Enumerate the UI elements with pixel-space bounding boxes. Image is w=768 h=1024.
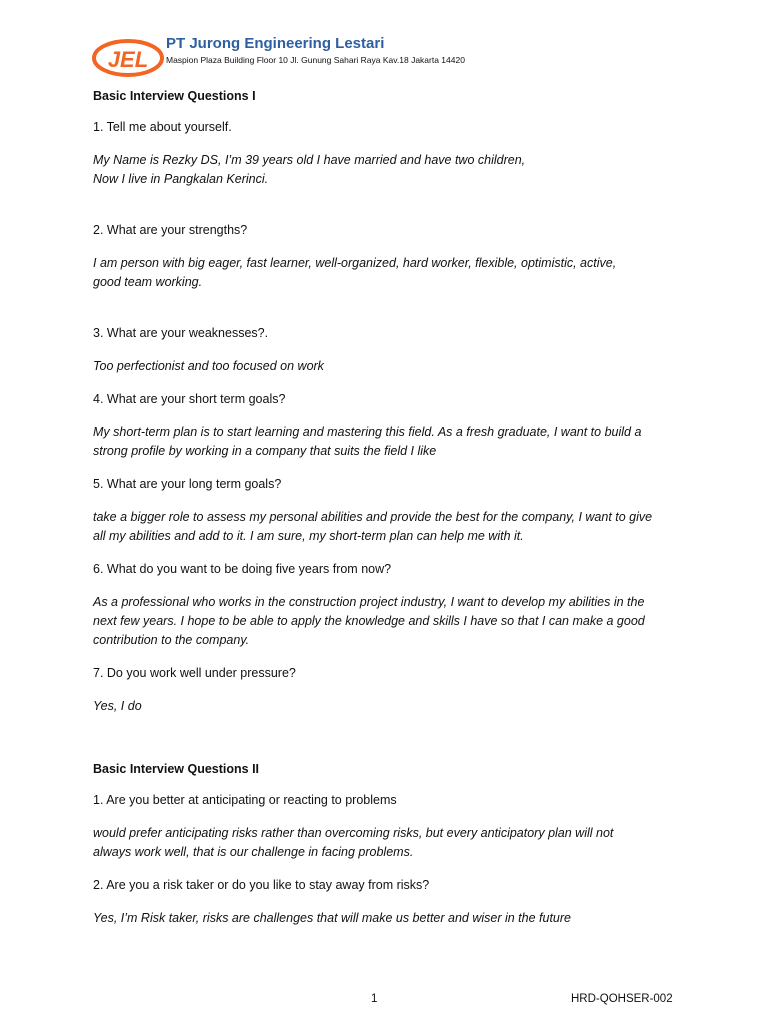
question: 2. What are your strengths? [93,223,248,237]
answer: take a bigger role to assess my personal abilities and provide the best for the company, I want to give all my abilities and add to it. I am sure, my short-term plan can help me with it. [93,510,653,543]
answer: Yes, I do [93,699,142,713]
question: 1. Tell me about yourself. [93,120,232,134]
document-code: HRD-QOHSER-002 [571,993,673,1005]
question: 2. Are you a risk taker or do you like to stay away from risks? [93,878,430,892]
section-title: Basic Interview Questions II [93,762,260,776]
document-body [93,89,683,928]
logo-text: JEL [107,47,149,72]
company-logo [92,38,164,78]
question: 3. What are your weaknesses?. [93,326,269,340]
question: 6. What do you want to be doing five years from now? [93,562,392,576]
answer: As a professional who works in the construction project industry, I want to develop my abilities in the next few years. I hope to be able to apply the knowledge and skills I have so that I can make a good contribution to the company. [93,595,645,647]
answer: My Name is Rezky DS, I’m 39 years old I have married and have two children, Now I live in Pangkalan Kerinci. [93,153,526,186]
answer: would prefer anticipating risks rather than overcoming risks, but every anticipatory plan will not always work well, that is our challenge in facing problems. [93,826,614,859]
letterhead [92,36,692,80]
section-title: Basic Interview Questions I [93,89,256,103]
answer: I am person with big eager, fast learner, well-organized, hard worker, flexible, optimistic, active, good team working. [93,256,617,289]
company-address: Maspion Plaza Building Floor 10 Jl. Gunung Sahari Raya Kav.18 Jakarta 14420 [166,55,465,65]
answer: My short-term plan is to start learning and mastering this field. As a fresh graduate, I want to build a strong profile by working in a company that suits the field I like [93,425,642,458]
question: 1. Are you better at anticipating or reacting to problems [93,793,397,807]
question: 4. What are your short term goals? [93,392,286,406]
company-name: PT Jurong Engineering Lestari [166,35,385,52]
question: 5. What are your long term goals? [93,477,282,491]
answer: Yes, I’m Risk taker, risks are challenges that will make us better and wiser in the future [93,911,571,925]
answer: Too perfectionist and too focused on work [93,359,324,373]
question: 7. Do you work well under pressure? [93,666,296,680]
page-number: 1 [371,993,378,1005]
